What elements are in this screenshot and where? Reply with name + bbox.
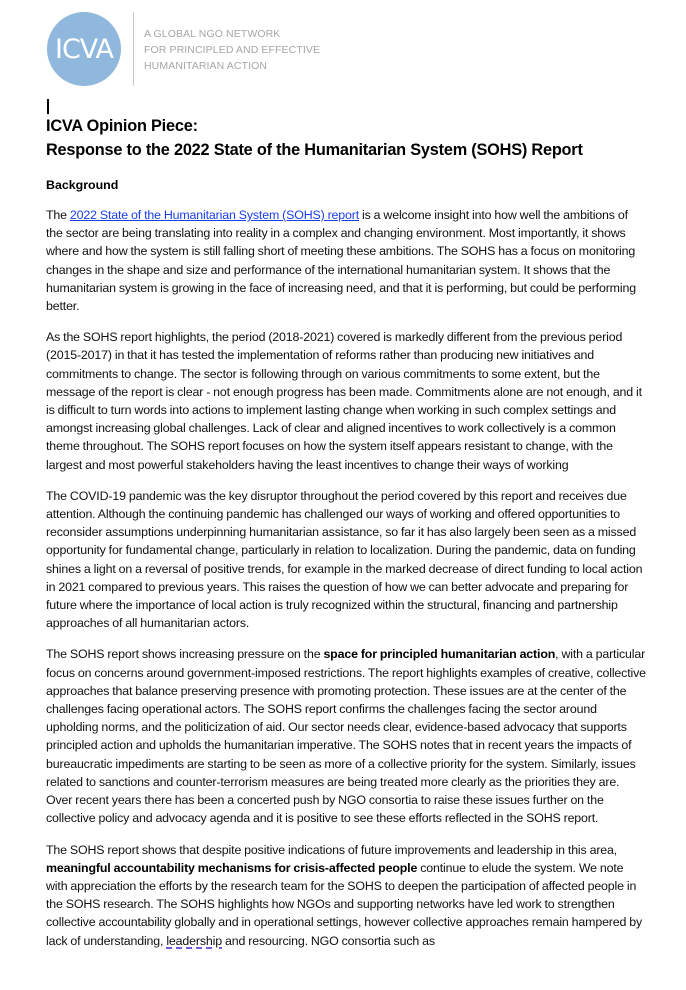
tagline-line: A GLOBAL NGO NETWORK <box>144 28 281 40</box>
bold-phrase: space for principled humanitarian action <box>323 647 556 662</box>
text: continue to elude the system. We note with appreciation the efforts by the research team for the SOHS to deepen the participation of affected people in the SOHS research. The SOHS highlights how NGOs and supporting networks have led work to strengthen collective accountability globally and in operational settings, however collective approaches remain hampered by lack of understanding, <box>46 860 643 948</box>
title-line-1: ICVA Opinion Piece: <box>46 117 198 135</box>
logo-text: ICVA <box>54 33 114 65</box>
tagline-line: FOR PRINCIPLED AND EFFECTIVE <box>144 44 321 56</box>
text-cursor <box>47 99 49 114</box>
text: The SOHS report shows that despite positive indications of future improvements and leadership in this area, <box>46 842 618 857</box>
text: , with a particular focus on concerns around government-imposed restrictions. The report highlights examples of creative, collective approaches that balance preserving presence with promoting protection. These issues are at the center of the challenges facing operational actors. The SOHS report confirms the challenges facing the sector around upholding norms, and the politicization of aid. Our sector needs clear, evidence-based advocacy that supports principled action and upholds the humanitarian imperative. The SOHS notes that in recent years the impacts of bureaucratic impediments are starting to be seen as more of a collective priority for the system. Similarly, issues related to sanctions and counter-terrorism measures are being treated more clearly as the priorities they are. Over recent years there has been a concerted push by NGO consortia to raise these issues further on the collective policy and advocacy agenda and it is positive to see these efforts reflected in the SOHS report. <box>46 647 646 826</box>
text: The SOHS report shows increasing pressure on the <box>46 647 324 662</box>
paragraph-4 <box>46 645 646 827</box>
document-title <box>46 114 646 162</box>
sohs-report-link[interactable]: 2022 State of the Humanitarian System (SOHS) report <box>69 208 360 222</box>
page-header <box>47 10 347 86</box>
section-heading-background: Background <box>46 178 119 192</box>
document-body[interactable] <box>46 114 646 950</box>
text: The <box>46 208 70 222</box>
paragraph-1 <box>46 206 646 315</box>
icva-logo <box>47 12 121 86</box>
logo-tagline <box>144 26 320 74</box>
title-line-2: Response to the 2022 State of the Humanitarian System (SOHS) Report <box>46 141 583 159</box>
paragraph-2: As the SOHS report highlights, the period (2018-2021) covered is markedly different from the previous period (2015-2017) in that it has tested the implementation of reforms rather than producing new initiatives and commitments to change. The sector is following through on various commitments to some extent, but the message of the report is clear - not enough progress has been made. Commitments alone are not enough, and it is difficult to turn words into actions to implement lasting change when working in such complex settings and amongst increasing global challenges. Lack of clear and aligned incentives to work collectively is a common theme throughout. The SOHS report focuses on how the system itself appears resistant to change, with the largest and most powerful stakeholders having the least incentives to change their ways of working <box>46 330 642 472</box>
logo-divider <box>133 12 134 86</box>
text: is a welcome insight into how well the ambitions of the sector are being translating into reality in a complex and changing environment. Most importantly, it shows where and how the system is still falling short of meeting these ambitions. The SOHS has a focus on monitoring changes in the shape and size and performance of the international humanitarian system. It shows that the humanitarian system is growing in the face of increasing need, and that it is performing, but could be performing better. <box>46 208 636 314</box>
tagline-line: HUMANITARIAN ACTION <box>144 60 268 72</box>
grammar-flagged-word[interactable]: leadership <box>166 933 223 948</box>
paragraph-3: The COVID-19 pandemic was the key disruptor throughout the period covered by this report and receives due attention. Although the continuing pandemic has challenged our ways of working and offered opportunities to reconsider assumptions underpinning humanitarian assistance, so far it has also largely been seen as a missed opportunity for fundamental change, particularly in relation to localization. During the pandemic, data on funding shines a light on a reversal of positive trends, for example in the marked decrease of direct funding to local action in 2021 compared to previous years. This raises the question of how we can better advocate and preparing for future where the importance of local action is truly recognized within the structural, financing and partnership approaches of all humanitarian actors. <box>46 488 643 631</box>
bold-phrase: meaningful accountability mechanisms for crisis-affected people <box>46 860 418 875</box>
paragraph-5 <box>46 841 646 950</box>
text: and resourcing. NGO consortia such as <box>222 933 435 948</box>
